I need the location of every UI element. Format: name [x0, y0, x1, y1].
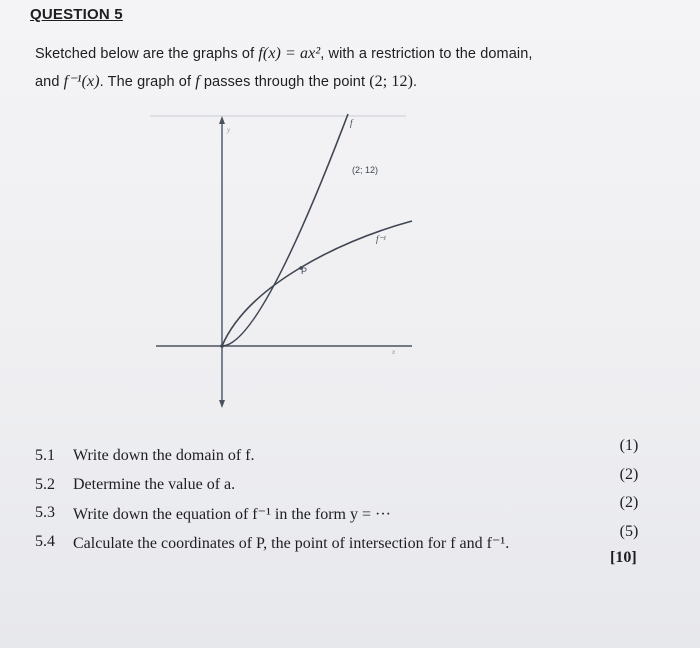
subquestion-marks: (5): [619, 523, 639, 540]
inverse-function-expression: f⁻¹(x): [63, 73, 100, 90]
function-f-expression: f(x) = ax²: [258, 45, 321, 62]
subquestion-5-1: [0, 437, 700, 473]
point-label: (2; 12): [352, 165, 379, 175]
origin-point: [220, 344, 224, 348]
question-intro: [35, 40, 595, 96]
x-axis-label: x: [392, 348, 396, 356]
subquestion-5-2: [0, 466, 700, 502]
intro-text: , with a restriction to the domain,: [320, 46, 533, 62]
curve-f: [222, 114, 348, 346]
y-axis-arrow-down: [219, 400, 225, 408]
f-inverse-graph-label: f⁻¹: [376, 234, 386, 244]
f-graph-label: f: [350, 118, 353, 128]
subquestion-number: 5.4: [35, 533, 55, 550]
question-title: QUESTION 5: [30, 6, 123, 23]
subquestion-text: Determine the value of a.: [73, 476, 236, 493]
subquestion-marks: (2): [619, 494, 639, 511]
given-point: (2; 12): [369, 73, 414, 90]
intro-text: Sketched below are the graphs of: [35, 46, 259, 62]
intro-text: passes through the point: [199, 74, 370, 90]
subquestion-5-3: [0, 494, 700, 530]
y-axis-label: y: [227, 126, 231, 134]
subquestion-text: Write down the domain of f.: [73, 447, 255, 464]
y-axis-arrow: [219, 116, 225, 124]
subquestion-text: Calculate the coordinates of P, the point of intersection for f and f⁻¹.: [73, 535, 510, 552]
function-name: f: [195, 73, 200, 90]
total-marks: [10]: [610, 549, 637, 566]
subquestion-number: 5.3: [35, 504, 55, 521]
subquestion-5-4: [0, 523, 700, 559]
intro-text: . The graph of: [99, 74, 196, 90]
subquestion-marks: (2): [619, 466, 639, 483]
intersection-label: P: [301, 266, 308, 276]
subquestion-text: Write down the equation of f⁻¹ in the form y = ···: [73, 506, 391, 523]
intro-line-1: [35, 40, 595, 68]
graph-svg: [150, 108, 420, 413]
subquestion-number: 5.2: [35, 476, 55, 493]
intro-text: and: [35, 74, 64, 90]
intro-text: .: [413, 74, 418, 90]
graph-figure: [150, 108, 420, 413]
intro-line-2: [35, 68, 595, 96]
subquestion-number: 5.1: [35, 447, 55, 464]
subquestion-marks: (1): [619, 437, 639, 454]
